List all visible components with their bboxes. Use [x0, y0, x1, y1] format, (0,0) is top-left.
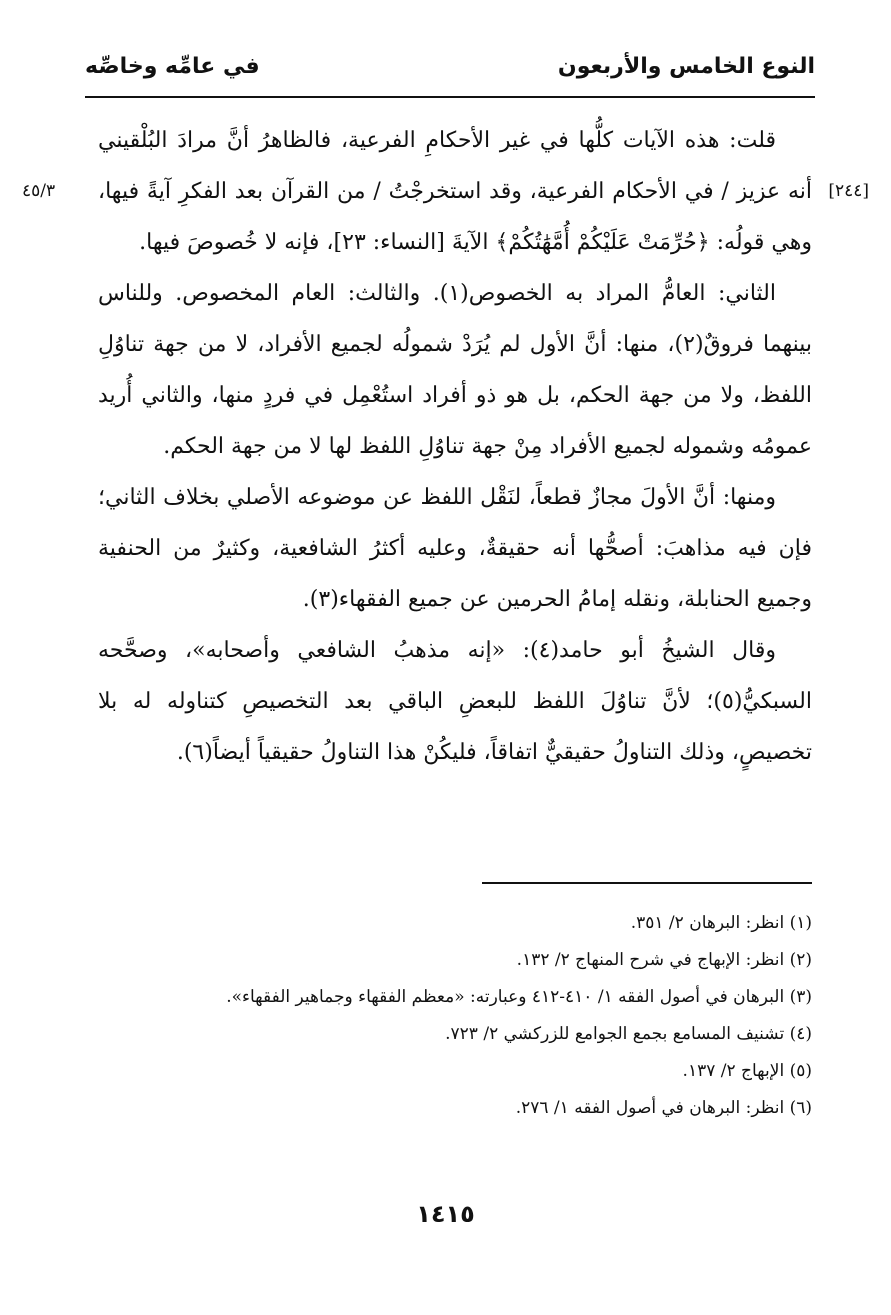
paragraph: ومنها: أنَّ الأولَ مجازٌ قطعاً، لنَقْل اللفظ عن موضوعه الأصلي بخلاف الثاني؛ فإن فيه مذاهبَ: أصحُّها أنه حقيقةٌ، وعليه أكثرُ الشافعية، وكثيرٌ من الحنفية وجميع الحنابلة، ونقله إمامُ الحرمين عن جميع الفقهاء(٣). [98, 485, 812, 612]
section-title: في عامِّه وخاصِّه [85, 54, 260, 79]
footnote: (٦) انظر: البرهان في أصول الفقه ١/ ٢٧٦. [515, 1098, 812, 1118]
margin-manuscript-ref: [٢٤٤] [828, 181, 869, 201]
header-divider [85, 96, 815, 98]
paragraph: قلت: هذه الآيات كلُّها في غير الأحكامِ الفرعية، فالظاهرُ أنَّ مرادَ البُلْقيني أنه عزيز / في الأحكام الفرعية، وقد استخرجْتُ / من القرآن بعد الفكرِ آيةً فيها، وهي قولُه: ﴿حُرِّمَتْ عَلَيْكُمْ أُمَّهَٰتُكُمْ﴾ الآيةَ [النساء: ٢٣]، فإنه لا خُصوصَ فيها. [98, 128, 812, 255]
margin-volume-ref: ٤٥/٣ [22, 181, 56, 201]
footnotes [98, 905, 812, 1127]
footnote: (٤) تشنيف المسامع بجمع الجوامع للزركشي ٢/ ٧٢٣. [445, 1024, 812, 1044]
footnote: (٣) البرهان في أصول الفقه ١/ ٤١٠-٤١٢ وعبارته: «معظم الفقهاء وجماهير الفقهاء». [226, 987, 812, 1007]
page-number: ١٤١٥ [416, 1200, 475, 1228]
footnote-divider [482, 882, 812, 884]
paragraph: وقال الشيخُ أبو حامد(٤): «إنه مذهبُ الشافعي وأصحابه»، وصحَّحه السبكيُّ(٥)؛ لأنَّ تناوُلَ اللفظ للبعضِ الباقي بعد التخصيصِ كتناوله له بلا تخصيصٍ، وذلك التناولُ حقيقيٌّ اتفاقاً، فليكُنْ هذا التناولُ حقيقياً أيضاً(٦). [98, 638, 812, 765]
main-text [98, 115, 812, 778]
footnote: (٥) الإبهاج ٢/ ١٣٧. [682, 1061, 812, 1081]
chapter-title: النوع الخامس والأربعون [557, 54, 815, 79]
footnote: (٢) انظر: الإبهاج في شرح المنهاج ٢/ ١٣٢. [516, 950, 812, 970]
footnote: (١) انظر: البرهان ٢/ ٣٥١. [630, 913, 812, 933]
page-header [85, 48, 815, 92]
paragraph: الثاني: العامُّ المراد به الخصوص(١). والثالث: العام المخصوص. وللناس بينهما فروقٌ(٢)، منها: أنَّ الأول لم يُرَدْ شمولُه لجميع الأفراد، لا من جهة تناوُلِ اللفظ، ولا من جهة الحكم، بل هو ذو أفراد استُعْمِل في فردٍ منها، والثاني أُريد عمومُه وشموله لجميع الأفراد مِنْ جهة تناوُلِ اللفظ لها لا من جهة الحكم. [98, 281, 812, 459]
